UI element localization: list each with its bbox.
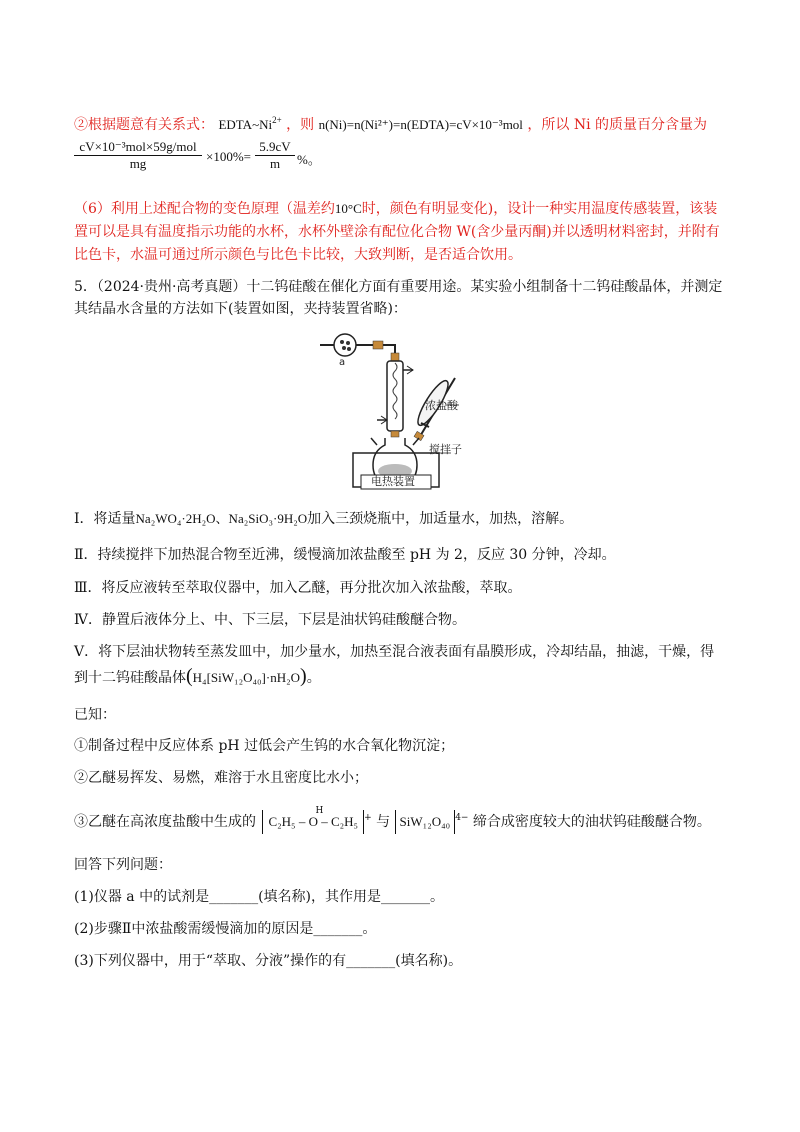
step-4: Ⅳ．静置后液体分上、中、下三层，下层是油状钨硅酸醚合物。 (74, 612, 466, 628)
ether-cation-h: H (315, 806, 324, 816)
known-3 (74, 808, 711, 834)
ether-cation (262, 806, 364, 834)
question5-intro-line1: 5．（2024·贵州·高考真题）十二钨硅酸在催化方面有重要用途。某实验小组制备十二钨硅酸晶体，并测定 (74, 279, 723, 295)
known-3-suffix: 缔合成密度较大的油状钨硅酸醚合物。 (472, 814, 711, 830)
section6-line3: 比色卡，水温可通过所示颜色与比色卡比较，大致判断，是否适合饮用。 (74, 247, 522, 263)
relation-equation: n(Ni)=n(Ni²⁺)=n(EDTA)=cV×10⁻³mol (318, 117, 523, 132)
label-hcl: 浓盐酸 (425, 399, 458, 412)
step-3: Ⅲ．将反应液转至萃取仪器中，加入乙醚，再分批次加入浓盐酸，萃取。 (74, 580, 522, 596)
known-1: ①制备过程中反应体系 pH 过低会产生钨的水合氧化物沉淀； (74, 738, 455, 754)
percent-end: %。 (297, 152, 321, 167)
relation-then: ，则 (286, 117, 315, 133)
question-2: (2)步骤Ⅱ中浓盐酸需缓慢滴加的原因是_______。 (74, 921, 377, 937)
question-1: (1)仪器 a 中的试剂是_______(填名称)，其作用是_______。 (74, 889, 445, 905)
known-2: ②乙醚易挥发、易燃，难溶于水且密度比水小； (74, 770, 368, 786)
fraction-result-numerator: 5.9cV (259, 139, 291, 154)
step-5-line1: Ⅴ．将下层油状物转至蒸发皿中，加少量水，加热至混合液表面有晶膜形成，冷却结晶，抽滤，干燥，得 (74, 644, 715, 660)
fraction-mass (74, 139, 202, 172)
fraction-mass-denominator: mg (129, 156, 147, 171)
label-heater: 电热装置 (371, 475, 415, 488)
times-100-percent: ×100%= (206, 149, 251, 164)
ether-cation-charge: + (364, 813, 372, 823)
step-5-end: 。 (306, 670, 321, 686)
known-title: 已知： (74, 707, 116, 723)
question-3: (3)下列仪器中，用于“萃取、分液”操作的有_______(填名称)。 (74, 953, 463, 969)
section6-line2: 置可以是具有温度指示功能的水杯，水杯外壁涂有配位化合物 W(含少量丙酮)并以透明材料密封，并附有 (74, 224, 720, 240)
anion-charge: 4− (455, 813, 469, 823)
answer-title: 回答下列问题： (74, 857, 172, 873)
relation-line (74, 110, 707, 135)
apparatus-diagram (315, 325, 505, 490)
step-1 (74, 509, 573, 529)
step-2: Ⅱ．持续搅拌下加热混合物至近沸，缓慢滴加浓盐酸至 pH 为 2，反应 30 分钟，冷却。 (74, 547, 616, 563)
section6-line1-b: 时，颜色有明显变化)，设计一种实用温度传感装置，该装 (361, 201, 718, 217)
fraction-result (255, 139, 295, 172)
relation-formula: $EDTA\sim Ni^{2+}$ (218, 115, 282, 132)
label-a: a (339, 357, 346, 368)
step-1-suffix: 加入三颈烧瓶中，加适量水，加热，溶解。 (307, 511, 574, 527)
known-3-with: 与 (376, 814, 391, 830)
step-1-chemicals: Na₂WO₄·2H₂O、Na₂SiO₃·9H₂O (135, 511, 308, 526)
step-5-prefix: 到十二钨硅酸晶体 (74, 670, 186, 686)
label-stirrer: 搅拌子 (429, 443, 462, 456)
step-5-formula: H₄[SiW₁₂O₄₀]·nH₂O (192, 670, 301, 685)
step-5-line2: 到十二钨硅酸晶体(H₄[SiW₁₂O₄₀]·nH₂O)。 (74, 665, 321, 687)
section6-line1-a: （6）利用上述配合物的变色原理（温差约 (74, 201, 335, 217)
drying-tube-bulb (334, 334, 356, 356)
fraction-mass-numerator: cV×10⁻³mol×59g/mol (79, 139, 197, 154)
relation-prefix: ②根据题意有关系式： (74, 117, 214, 133)
anion-formula: SiW₁₂O₄₀ (399, 814, 451, 829)
known-3-prefix: ③乙醚在高浓度盐酸中生成的 (74, 814, 256, 830)
question5-intro-line2: 其结晶水含量的方法如下(装置如图，夹持装置省略)： (74, 301, 407, 317)
temperature-value: 10°C (334, 201, 362, 216)
relation-suffix: ，所以 Ni 的质量百分含量为 (527, 117, 708, 133)
ether-cation-formula: C₂H₅ – O – C₂H₅ (268, 814, 359, 829)
fraction-result-denominator: m (269, 156, 281, 171)
step-1-prefix: Ⅰ．将适量 (74, 511, 136, 527)
silicotungstate-anion (395, 810, 456, 834)
section6-line1 (74, 199, 717, 219)
